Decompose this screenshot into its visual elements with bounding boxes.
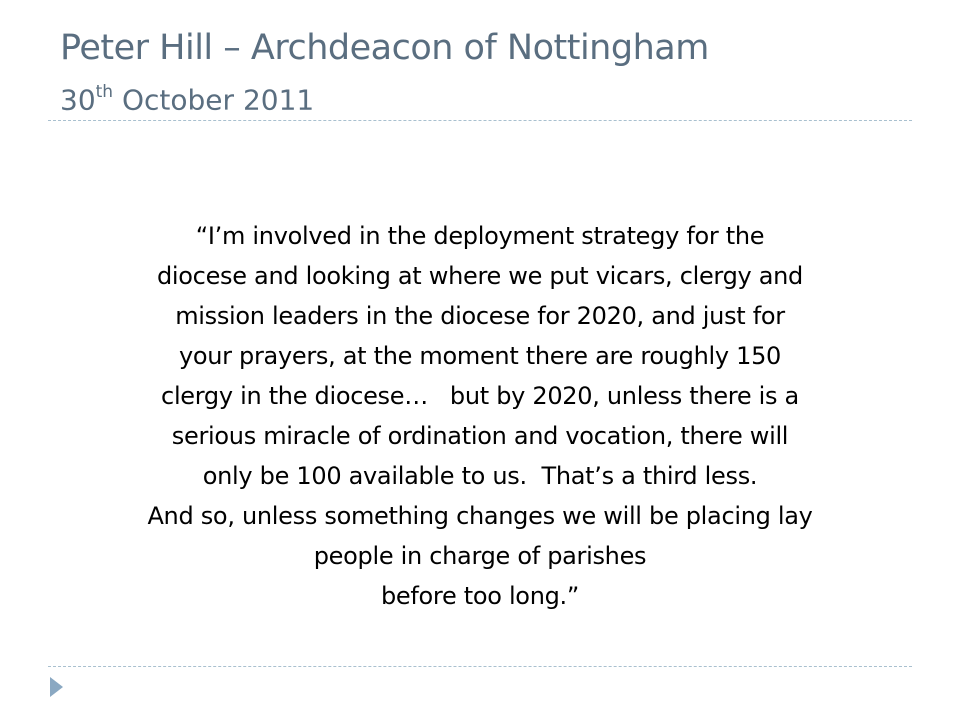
date-ordinal-suffix: th [95,82,114,102]
quote-line: only be 100 available to us. That’s a third less. [202,462,758,490]
quote-text [70,216,890,616]
date-month-year: October 2011 [113,83,315,117]
footer-divider [48,666,912,667]
slide-title-block [60,22,920,120]
header-divider [48,120,912,121]
date-day: 30 [60,83,96,117]
quote-line: diocese and looking at where we put vicars, clergy and [157,262,803,290]
slide-title: Peter Hill – Archdeacon of Nottingham [60,28,709,68]
slide-subtitle-date [60,74,920,120]
quote-line: mission leaders in the diocese for 2020, and just for [175,302,785,330]
quote-line: And so, unless something changes we will be placing lay [147,502,813,530]
quote-line: serious miracle of ordination and vocation, there will [171,422,789,450]
quote-line: “I’m involved in the deployment strategy for the [195,222,765,250]
quote-line: clergy in the diocese… but by 2020, unless there is a [161,382,799,410]
quote-line: before too long.” [380,582,580,610]
quote-line: people in charge of parishes [313,542,647,570]
quote-line: your prayers, at the moment there are roughly 150 [178,342,782,370]
triangle-bullet-icon [50,677,63,697]
